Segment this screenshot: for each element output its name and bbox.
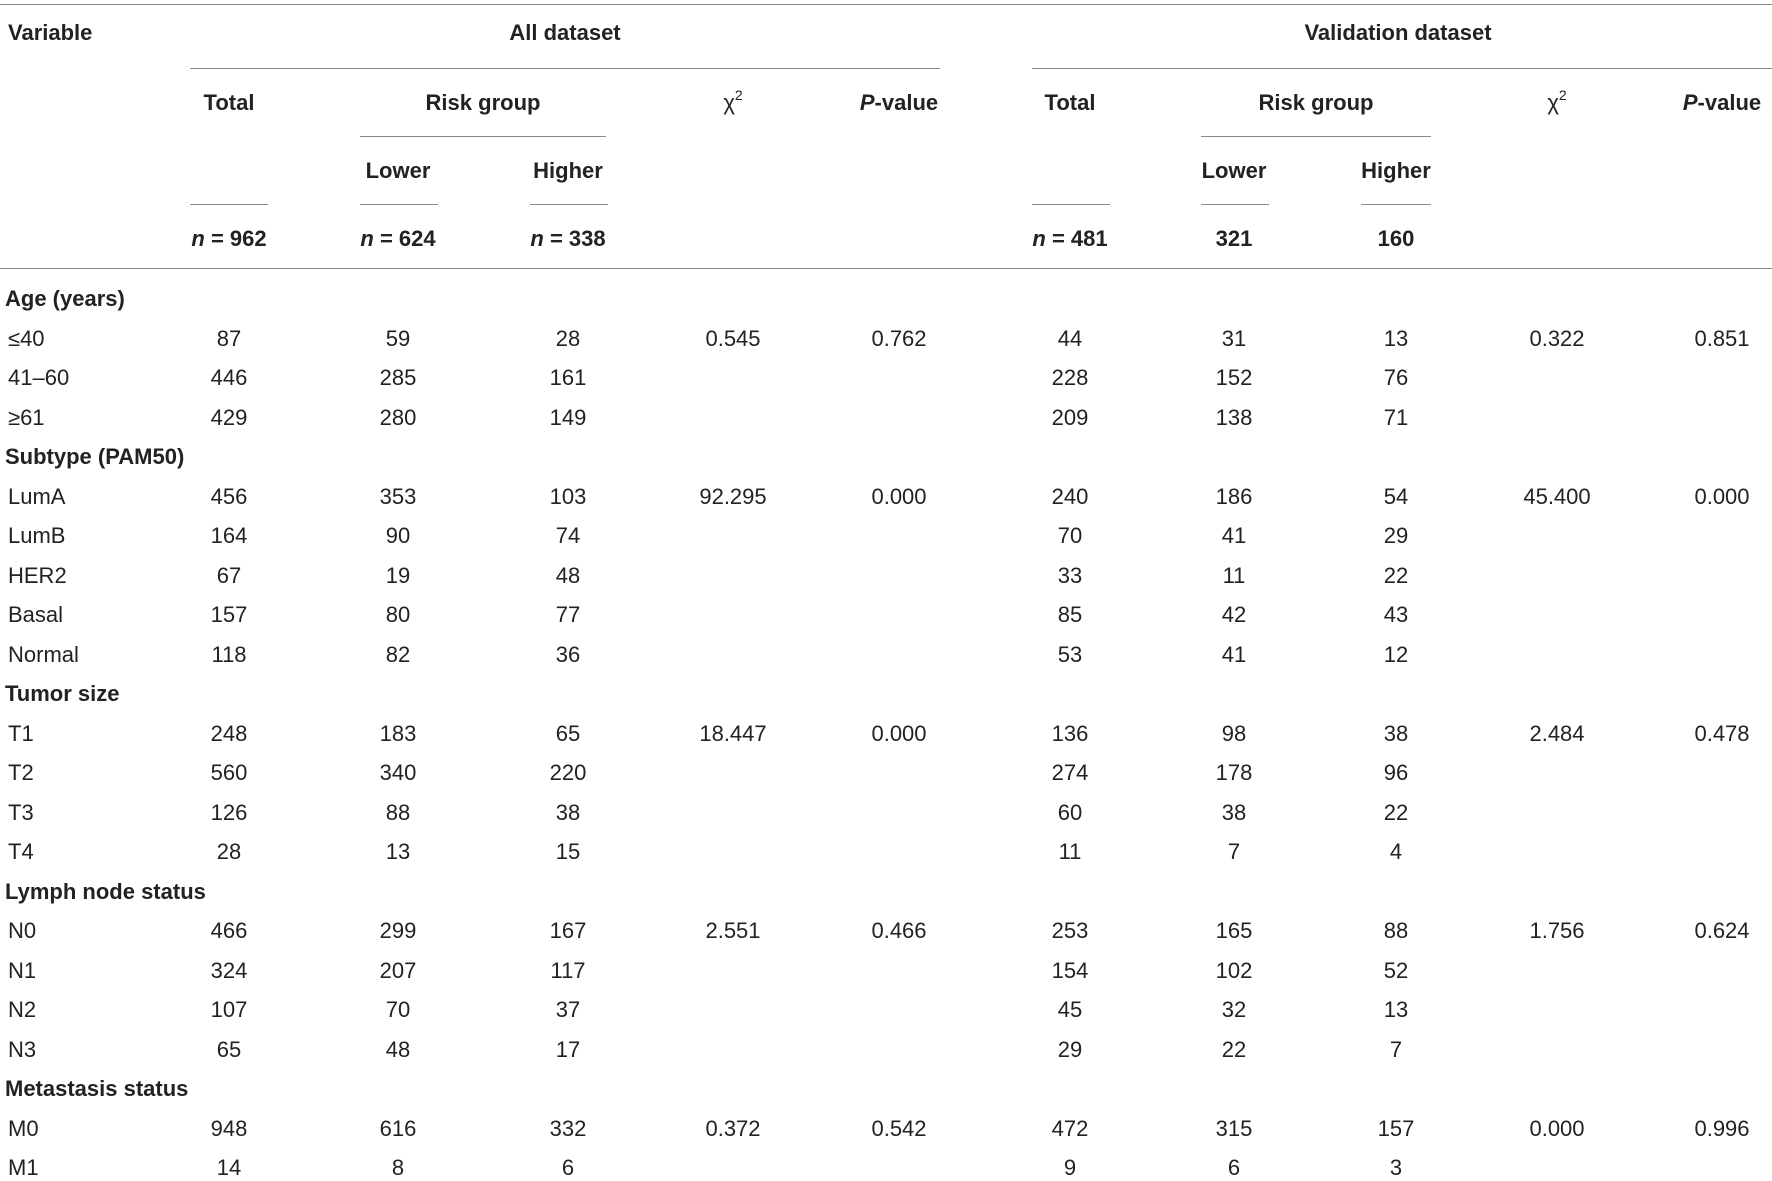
cell-all-higher: 332	[549, 1116, 587, 1141]
header-all-risk-group: Risk group	[425, 90, 541, 115]
cell-all-lower: 207	[379, 958, 417, 983]
cell-all-higher: 65	[555, 721, 581, 746]
cell-val-higher: 157	[1377, 1116, 1415, 1141]
row-label: N1	[8, 958, 37, 983]
cell-val-higher: 52	[1383, 958, 1409, 983]
cell-val-lower: 178	[1215, 760, 1253, 785]
cell-val-lower: 165	[1215, 918, 1253, 943]
cell-val-chi-square: 2.484	[1529, 721, 1585, 746]
cell-val-total: 154	[1051, 958, 1089, 983]
cell-all-total: 67	[216, 563, 242, 588]
cell-val-total: 253	[1051, 918, 1089, 943]
cell-all-lower: 8	[391, 1155, 405, 1180]
cell-all-lower: 285	[379, 365, 417, 390]
cell-val-higher: 13	[1383, 326, 1409, 351]
cell-all-total: 948	[210, 1116, 248, 1141]
row-label: N2	[8, 997, 37, 1022]
row-label: N3	[8, 1037, 37, 1062]
cell-val-higher: 22	[1383, 800, 1409, 825]
section-label: Metastasis status	[5, 1076, 189, 1101]
cell-all-lower: 19	[385, 563, 411, 588]
val-risk-group-rule	[1201, 136, 1431, 137]
cell-val-p-value: 0.996	[1694, 1116, 1750, 1141]
cell-val-lower: 41	[1221, 642, 1247, 667]
header-bottom-rule	[0, 268, 1772, 269]
n-value: = 962	[210, 226, 267, 251]
header-all-lower: Lower	[365, 158, 431, 183]
chi-symbol: χ	[723, 90, 735, 115]
cell-val-higher: 88	[1383, 918, 1409, 943]
cell-val-lower: 186	[1215, 484, 1253, 509]
cell-val-lower: 42	[1221, 602, 1247, 627]
cell-all-total: 157	[210, 602, 248, 627]
n-value: = 481	[1051, 226, 1108, 251]
cell-val-lower: 38	[1221, 800, 1247, 825]
cell-all-lower: 90	[385, 523, 411, 548]
cell-all-higher: 38	[555, 800, 581, 825]
header-val-total: Total	[1044, 90, 1096, 115]
header-all-total: Total	[203, 90, 255, 115]
row-label: T3	[8, 800, 34, 825]
cell-all-p-value: 0.542	[871, 1116, 927, 1141]
cell-val-lower: 22	[1221, 1037, 1247, 1062]
row-label: T4	[8, 839, 34, 864]
cell-val-higher: 54	[1383, 484, 1409, 509]
cell-all-higher: 28	[555, 326, 581, 351]
section-label: Lymph node status	[5, 879, 206, 904]
header-all-n-total	[191, 226, 266, 252]
cell-all-total: 118	[211, 642, 247, 667]
cell-all-higher: 149	[549, 405, 587, 430]
all-total-rule	[190, 204, 268, 205]
cell-val-higher: 38	[1383, 721, 1409, 746]
cell-val-chi-square: 0.000	[1529, 1116, 1585, 1141]
header-val-p-value	[1683, 90, 1761, 116]
cell-val-total: 53	[1057, 642, 1083, 667]
cell-all-lower: 13	[385, 839, 411, 864]
cell-val-total: 136	[1051, 721, 1089, 746]
header-val-chi-square	[1547, 87, 1567, 116]
row-label: ≤40	[8, 326, 45, 351]
cell-val-lower: 98	[1221, 721, 1247, 746]
cell-val-lower: 138	[1215, 405, 1253, 430]
cell-all-lower: 80	[385, 602, 411, 627]
cell-val-lower: 32	[1221, 997, 1247, 1022]
cell-all-higher: 77	[555, 602, 581, 627]
cell-val-higher: 96	[1383, 760, 1409, 785]
cell-all-p-value: 0.000	[871, 484, 927, 509]
cell-all-lower: 280	[379, 405, 417, 430]
cell-all-lower: 82	[385, 642, 411, 667]
cell-all-lower: 616	[379, 1116, 417, 1141]
row-label: LumA	[8, 484, 66, 509]
header-val-higher: Higher	[1361, 158, 1431, 183]
chi-superscript: 2	[1558, 87, 1567, 103]
header-all-chi-square	[723, 87, 743, 116]
cell-val-lower: 7	[1227, 839, 1241, 864]
cell-val-higher: 29	[1383, 523, 1409, 548]
cell-all-total: 28	[216, 839, 242, 864]
cell-all-higher: 17	[555, 1037, 581, 1062]
row-label: ≥61	[8, 405, 45, 430]
table-top-rule	[0, 4, 1772, 5]
cell-all-p-value: 0.466	[871, 918, 927, 943]
cell-val-total: 33	[1057, 563, 1083, 588]
all-lower-rule	[360, 204, 438, 205]
cell-val-higher: 76	[1383, 365, 1409, 390]
cell-all-total: 324	[210, 958, 248, 983]
cell-all-p-value: 0.000	[871, 721, 927, 746]
cell-all-total: 560	[210, 760, 248, 785]
row-label: HER2	[8, 563, 67, 588]
row-label: T1	[8, 721, 34, 746]
cell-val-total: 60	[1057, 800, 1083, 825]
cell-val-total: 240	[1051, 484, 1089, 509]
cell-all-total: 456	[210, 484, 248, 509]
p-italic: P	[859, 90, 875, 115]
cell-val-total: 45	[1057, 997, 1083, 1022]
row-label: T2	[8, 760, 34, 785]
cell-all-chi-square: 0.372	[705, 1116, 761, 1141]
cell-val-p-value: 0.851	[1694, 326, 1750, 351]
cell-val-total: 472	[1051, 1116, 1089, 1141]
cell-val-total: 70	[1057, 523, 1083, 548]
cell-all-total: 248	[210, 721, 248, 746]
header-all-dataset: All dataset	[509, 20, 621, 45]
cell-val-lower: 315	[1215, 1116, 1253, 1141]
cell-all-total: 429	[210, 405, 248, 430]
cell-val-higher: 12	[1383, 642, 1409, 667]
cell-all-higher: 167	[549, 918, 587, 943]
cell-val-total: 85	[1057, 602, 1083, 627]
cell-val-total: 274	[1051, 760, 1089, 785]
cell-all-total: 164	[210, 523, 248, 548]
cell-val-higher: 13	[1383, 997, 1409, 1022]
section-label: Subtype (PAM50)	[5, 444, 185, 469]
row-label: Basal	[8, 602, 64, 627]
all-dataset-rule	[190, 68, 940, 69]
section-label: Tumor size	[5, 681, 120, 706]
cell-all-higher: 37	[555, 997, 581, 1022]
cell-val-lower: 31	[1221, 326, 1247, 351]
cell-all-total: 126	[210, 800, 248, 825]
chi-superscript: 2	[734, 87, 743, 103]
cell-val-higher: 3	[1389, 1155, 1403, 1180]
row-label: N0	[8, 918, 37, 943]
cell-all-total: 466	[210, 918, 248, 943]
n-value: = 338	[549, 226, 606, 251]
n-value: = 624	[379, 226, 436, 251]
cell-all-higher: 103	[549, 484, 587, 509]
cell-all-higher: 220	[549, 760, 587, 785]
cell-all-chi-square: 18.447	[699, 721, 767, 746]
val-higher-rule	[1361, 204, 1431, 205]
header-all-n-lower	[360, 226, 435, 252]
row-label: LumB	[8, 523, 66, 548]
header-all-p-value	[860, 90, 938, 116]
n-label: n	[360, 226, 374, 251]
p-italic: P	[1682, 90, 1698, 115]
cell-val-lower: 6	[1227, 1155, 1241, 1180]
cell-all-higher: 6	[561, 1155, 575, 1180]
cell-all-lower: 340	[379, 760, 417, 785]
cell-val-higher: 4	[1389, 839, 1403, 864]
cell-all-p-value: 0.762	[871, 326, 927, 351]
cell-all-lower: 70	[385, 997, 411, 1022]
n-label: n	[1032, 226, 1046, 251]
header-val-n-lower: 321	[1215, 226, 1253, 251]
cell-val-chi-square: 1.756	[1529, 918, 1585, 943]
cell-val-p-value: 0.624	[1694, 918, 1750, 943]
cell-all-total: 446	[210, 365, 248, 390]
cell-all-lower: 183	[379, 721, 417, 746]
row-label: Normal	[8, 642, 79, 667]
cell-all-lower: 48	[385, 1037, 411, 1062]
validation-dataset-rule	[1032, 68, 1772, 69]
cell-all-lower: 59	[385, 326, 411, 351]
cell-val-higher: 22	[1383, 563, 1409, 588]
cell-all-higher: 36	[555, 642, 581, 667]
all-risk-group-rule	[360, 136, 606, 137]
header-val-risk-group: Risk group	[1258, 90, 1374, 115]
cell-all-lower: 353	[379, 484, 417, 509]
cell-all-higher: 48	[555, 563, 581, 588]
cell-val-lower: 102	[1215, 958, 1253, 983]
cell-val-total: 209	[1051, 405, 1089, 430]
header-val-lower: Lower	[1201, 158, 1267, 183]
cell-all-higher: 15	[555, 839, 581, 864]
cell-val-lower: 11	[1222, 563, 1246, 588]
cell-all-lower: 88	[385, 800, 411, 825]
cell-val-total: 9	[1063, 1155, 1077, 1180]
row-label: M0	[8, 1116, 39, 1141]
cell-val-higher: 43	[1383, 602, 1409, 627]
cell-all-chi-square: 2.551	[705, 918, 761, 943]
cell-val-total: 44	[1057, 326, 1083, 351]
cell-all-higher: 161	[549, 365, 587, 390]
cell-all-total: 107	[210, 997, 248, 1022]
cell-all-higher: 117	[550, 958, 586, 983]
cell-val-higher: 7	[1389, 1037, 1403, 1062]
n-label: n	[191, 226, 205, 251]
header-val-n-total	[1032, 226, 1107, 252]
p-rest: -value	[1697, 90, 1762, 115]
header-all-n-higher	[530, 226, 605, 252]
cell-all-total: 14	[216, 1155, 242, 1180]
row-label: 41–60	[8, 365, 70, 390]
header-validation-dataset: Validation dataset	[1304, 20, 1492, 45]
section-label: Age (years)	[5, 286, 125, 311]
n-label: n	[530, 226, 544, 251]
cell-val-total: 29	[1057, 1037, 1083, 1062]
cell-val-lower: 41	[1221, 523, 1247, 548]
cell-all-total: 87	[216, 326, 242, 351]
all-higher-rule	[530, 204, 608, 205]
header-variable: Variable	[8, 20, 93, 45]
cell-val-chi-square: 45.400	[1523, 484, 1591, 509]
cell-val-higher: 71	[1383, 405, 1409, 430]
val-lower-rule	[1201, 204, 1269, 205]
cell-all-lower: 299	[379, 918, 417, 943]
cell-val-lower: 152	[1215, 365, 1253, 390]
chi-symbol: χ	[1547, 90, 1559, 115]
cell-val-chi-square: 0.322	[1529, 326, 1585, 351]
header-val-n-higher: 160	[1377, 226, 1415, 251]
header-all-higher: Higher	[533, 158, 603, 183]
cell-all-chi-square: 92.295	[699, 484, 767, 509]
row-label: M1	[8, 1155, 39, 1180]
val-total-rule	[1032, 204, 1110, 205]
cell-val-p-value: 0.000	[1694, 484, 1750, 509]
cell-val-total: 11	[1058, 839, 1082, 864]
cell-val-total: 228	[1051, 365, 1089, 390]
cell-all-chi-square: 0.545	[705, 326, 761, 351]
cell-all-higher: 74	[555, 523, 581, 548]
p-rest: -value	[874, 90, 939, 115]
cell-val-p-value: 0.478	[1694, 721, 1750, 746]
cell-all-total: 65	[216, 1037, 242, 1062]
